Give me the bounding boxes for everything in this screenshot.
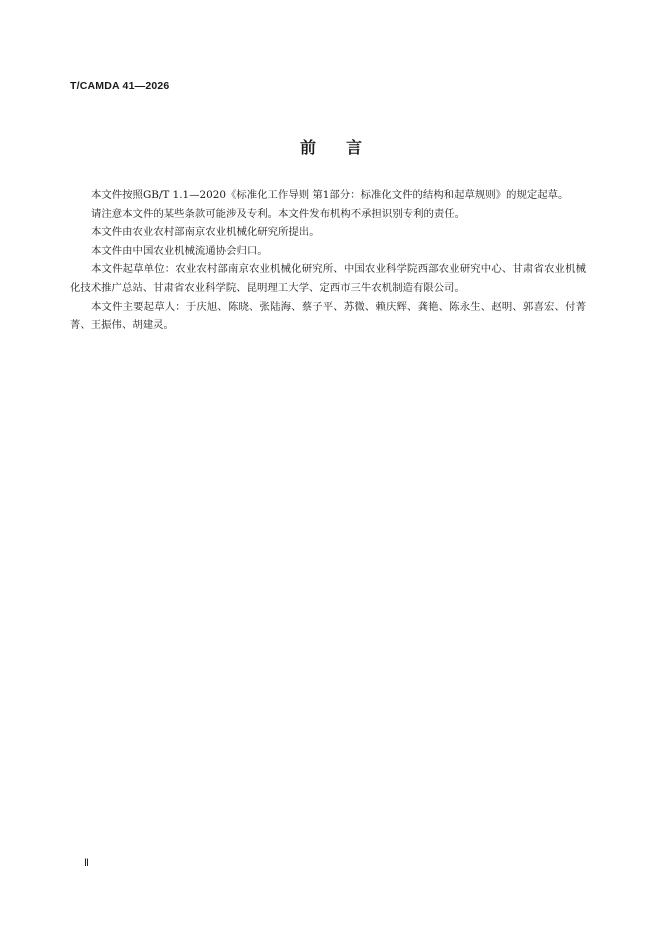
page-number: Ⅱ bbox=[84, 858, 89, 869]
document-code: T/CAMDA 41—2026 bbox=[70, 80, 170, 92]
foreword-body bbox=[70, 186, 586, 335]
paragraph-drafters: 本文件主要起草人：于庆旭、陈晓、张陆海、蔡子平、苏微、赖庆辉、龚艳、陈永生、赵明、郭喜宏、付菁菁、王振伟、胡建灵。 bbox=[70, 300, 586, 332]
page-title: 前言 bbox=[299, 138, 392, 157]
paragraph-proposer: 本文件由农业农村部南京农业机械化研究所提出。 bbox=[91, 226, 320, 239]
paragraph-drafting-units: 本文件起草单位：农业农村部南京农业机械化研究所、中国农业科学院西部农业研究中心、甘肃省农业机械化技术推广总站、甘肃省农业科学院、昆明理工大学、定西市三牛农机制造有限公司。 bbox=[70, 263, 586, 294]
paragraph-patent-notice: 请注意本文件的某些条款可能涉及专利。本文件发布机构不承担识别专利的责任。 bbox=[91, 207, 466, 220]
paragraph-drafting-rules: 本文件按照GB/T 1.1—2020《标准化工作导则 第1部分：标准化文件的结构和起草规则》的规定起草。 bbox=[91, 189, 569, 201]
paragraph-centralized-unit: 本文件由中国农业机械流通协会归口。 bbox=[91, 244, 268, 257]
